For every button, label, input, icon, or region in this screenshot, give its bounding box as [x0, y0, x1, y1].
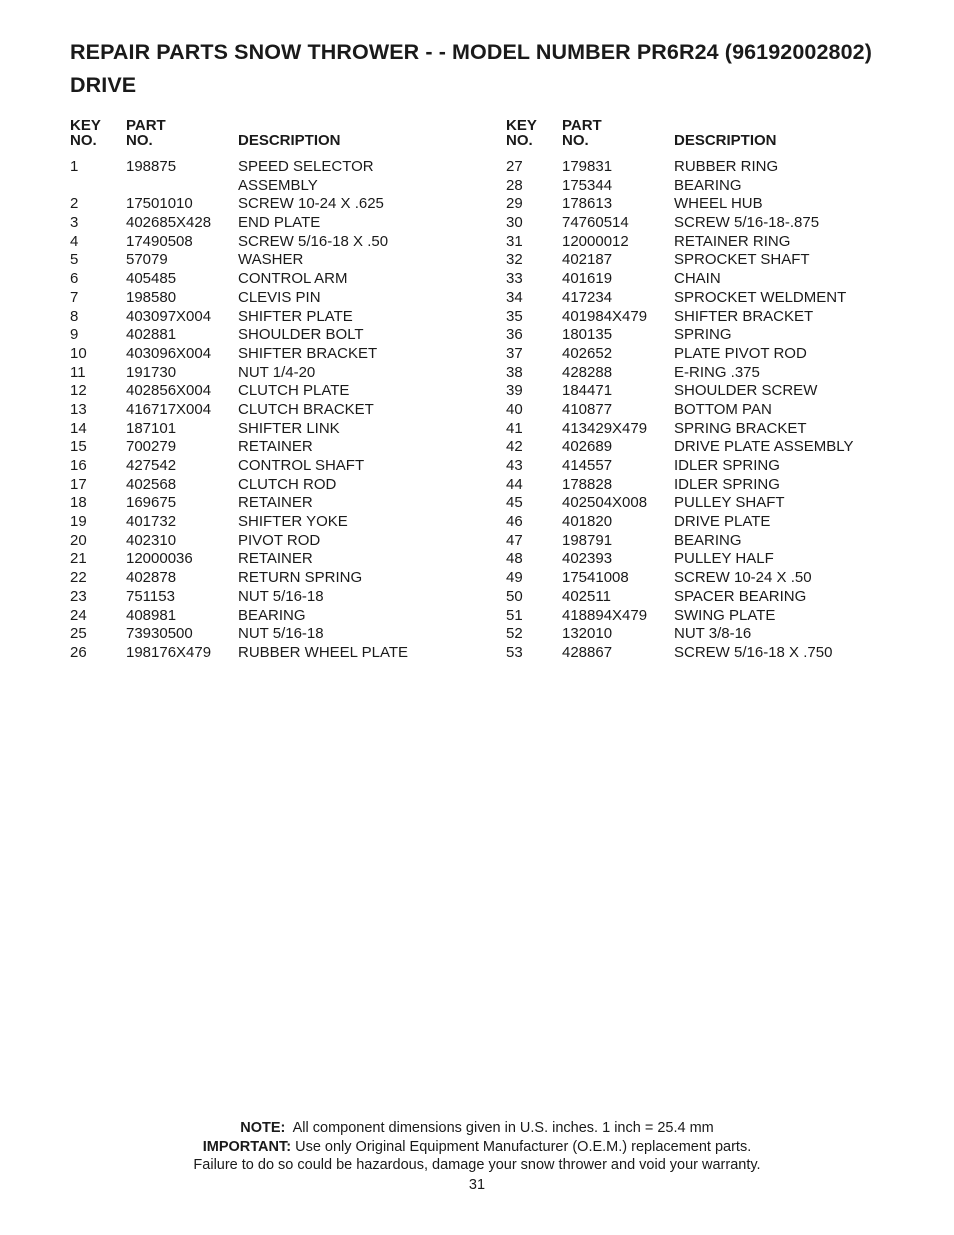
key-no-cell: 31: [506, 232, 523, 250]
part-header-line2: NO.: [562, 132, 589, 149]
part-no-cell: 402881: [126, 326, 177, 344]
part-no-header: [562, 118, 602, 148]
part-no-cell: 402878: [126, 569, 177, 587]
part-no-cell: 179831: [562, 158, 613, 175]
description-cell: PIVOT ROD: [238, 531, 321, 549]
part-no-cell: 401984X479: [562, 307, 648, 325]
key-no-cell: 46: [506, 513, 523, 531]
part-no-cell: 416717X004: [126, 400, 212, 418]
description-cell: RUBBER WHEEL PLATE: [238, 643, 409, 661]
description-cell: CONTROL ARM: [238, 270, 348, 288]
key-no-cell: 19: [70, 513, 87, 531]
part-no-cell: 12000012: [562, 232, 629, 250]
part-no-header: [126, 118, 166, 148]
key-no-cell: 27: [506, 158, 523, 175]
part-no-cell: 427542: [126, 457, 177, 475]
part-no-cell: 402310: [126, 531, 177, 549]
description-cell: SHOULDER SCREW: [674, 382, 818, 400]
key-no-cell: 34: [506, 288, 523, 306]
description-header: DESCRIPTION: [238, 132, 341, 149]
description-cell: SCREW 10-24 X .625: [238, 195, 384, 213]
part-no-cell: 428867: [562, 643, 613, 661]
description-cell: SHIFTER BRACKET: [238, 344, 378, 362]
key-no-cell: 50: [506, 587, 523, 605]
part-no-cell: 402568: [126, 475, 177, 493]
important-line: [0, 1138, 954, 1157]
key-no-cell: 6: [70, 270, 79, 288]
key-no-cell: 7: [70, 288, 79, 306]
description-cell: SPACER BEARING: [674, 587, 807, 605]
description-cell: SCREW 5/16-18 X .50: [238, 232, 389, 250]
footer-notes: [0, 1119, 954, 1175]
description-cell: IDLER SPRING: [674, 475, 780, 493]
part-no-cell: 191730: [126, 363, 177, 381]
description-cell: BOTTOM PAN: [674, 400, 772, 418]
description-cell: WASHER: [238, 251, 304, 269]
part-no-cell: 178613: [562, 195, 613, 213]
description-cell: RETAINER RING: [674, 232, 791, 250]
key-no-cell: 17: [70, 475, 87, 493]
part-header-line1: PART: [562, 117, 602, 134]
part-no-cell: 74760514: [562, 214, 629, 232]
key-no-header: [506, 118, 537, 148]
part-no-cell: 180135: [562, 326, 613, 344]
description-cell: SPEED SELECTOR ASSEMBLY: [238, 158, 374, 194]
key-header-line1: KEY: [506, 117, 537, 134]
key-no-cell: 42: [506, 438, 523, 456]
key-no-cell: 33: [506, 270, 523, 288]
part-no-cell: 198176X479: [126, 643, 212, 661]
part-no-cell: 410877: [562, 400, 613, 418]
important-text: Use only Original Equipment Manufacturer (O.E.M.) replacement parts.: [295, 1138, 752, 1155]
description-cell: E-RING .375: [674, 363, 760, 381]
key-no-cell: 13: [70, 400, 87, 418]
key-no-cell: 21: [70, 550, 87, 568]
title-line-2: DRIVE: [70, 73, 137, 97]
description-cell: BEARING: [674, 176, 742, 194]
key-no-cell: 9: [70, 326, 79, 344]
description-cell: RETURN SPRING: [238, 569, 363, 587]
key-no-cell: 8: [70, 307, 79, 325]
description-cell: CLEVIS PIN: [238, 288, 321, 306]
key-no-cell: 4: [70, 232, 79, 250]
key-no-cell: 52: [506, 625, 523, 643]
key-no-cell: 15: [70, 438, 87, 456]
key-no-cell: 1: [70, 158, 79, 175]
part-no-cell: 401619: [562, 270, 613, 288]
part-no-cell: 751153: [126, 587, 175, 605]
part-no-cell: 401820: [562, 513, 613, 531]
key-no-cell: 40: [506, 400, 523, 418]
description-cell: DRIVE PLATE: [674, 513, 771, 531]
description-cell: SPROCKET SHAFT: [674, 251, 810, 269]
description-cell: IDLER SPRING: [674, 457, 780, 474]
key-header-line2: NO.: [506, 132, 533, 149]
part-no-cell: 73930500: [126, 625, 193, 643]
note-text: All component dimensions given in U.S. inches. 1 inch = 25.4 mm: [292, 1120, 714, 1136]
key-no-cell: 25: [70, 625, 87, 643]
part-no-cell: 402187: [562, 251, 613, 269]
key-no-cell: 44: [506, 475, 523, 493]
description-cell: SCREW 5/16-18 X .750: [674, 643, 833, 661]
title-line-1: REPAIR PARTS SNOW THROWER - - MODEL NUMBER PR6R24 (96192002802): [70, 40, 872, 64]
description-header: DESCRIPTION: [674, 132, 777, 149]
key-no-cell: 28: [506, 176, 523, 194]
description-cell: CLUTCH PLATE: [238, 382, 350, 400]
part-no-cell: 12000036: [126, 550, 193, 568]
key-no-cell: 18: [70, 494, 87, 512]
part-no-cell: 405485: [126, 270, 177, 288]
part-no-cell: 198791: [562, 531, 613, 549]
part-no-cell: 413429X479: [562, 419, 648, 437]
key-header-line2: NO.: [70, 132, 97, 149]
note-line: [0, 1119, 954, 1138]
part-no-cell: 402393: [562, 550, 613, 568]
key-header-line1: KEY: [70, 117, 101, 134]
key-no-cell: 35: [506, 307, 523, 325]
description-cell: RETAINER: [238, 494, 313, 512]
description-cell: NUT 5/16-18: [238, 625, 324, 643]
description-cell: WHEEL HUB: [674, 195, 763, 213]
part-no-cell: 408981: [126, 606, 177, 624]
part-no-cell: 401732: [126, 513, 177, 531]
key-no-cell: 12: [70, 382, 87, 400]
description-cell: END PLATE: [238, 214, 321, 232]
key-no-cell: 32: [506, 251, 523, 269]
key-no-cell: 14: [70, 419, 87, 437]
part-no-cell: 403096X004: [126, 344, 212, 362]
key-no-cell: 45: [506, 494, 523, 512]
description-cell: SHOULDER BOLT: [238, 326, 364, 344]
description-cell: SHIFTER PLATE: [238, 307, 353, 325]
description-cell: CONTROL SHAFT: [238, 457, 365, 475]
key-no-cell: 24: [70, 606, 87, 624]
important-label: IMPORTANT:: [202, 1138, 292, 1155]
description-cell: NUT 5/16-18: [238, 587, 324, 605]
part-no-cell: 402504X008: [562, 494, 648, 512]
part-no-cell: 402652: [562, 344, 613, 362]
key-no-cell: 22: [70, 569, 87, 587]
description-cell: BEARING: [674, 531, 742, 549]
key-no-cell: 37: [506, 344, 523, 362]
description-cell: PLATE PIVOT ROD: [674, 344, 807, 362]
description-cell: CLUTCH ROD: [238, 475, 337, 493]
description-cell: SPROCKET WELDMENT: [674, 288, 847, 306]
key-no-cell: 26: [70, 643, 87, 661]
part-no-cell: 57079: [126, 251, 168, 269]
part-no-cell: 402689: [562, 438, 613, 456]
description-cell: PULLEY SHAFT: [674, 494, 785, 512]
description-cell: SHIFTER LINK: [238, 419, 340, 437]
key-no-cell: 38: [506, 363, 523, 381]
part-no-cell: 417234: [562, 288, 613, 306]
key-no-cell: 29: [506, 195, 523, 213]
description-cell: NUT 3/8-16: [674, 625, 752, 643]
key-no-cell: 20: [70, 531, 87, 549]
part-header-line2: NO.: [126, 132, 153, 149]
page-title: [70, 36, 930, 102]
part-no-cell: 17490508: [126, 232, 193, 250]
description-cell: RETAINER: [238, 438, 313, 456]
description-cell: NUT 1/4-20: [238, 363, 316, 381]
part-no-cell: 402856X004: [126, 382, 212, 400]
description-cell: SCREW 10-24 X .50: [674, 569, 812, 587]
description-cell: DRIVE PLATE ASSEMBLY: [674, 438, 854, 456]
key-no-cell: 47: [506, 531, 523, 549]
part-no-cell: 175344: [562, 176, 613, 194]
key-no-cell: 10: [70, 344, 87, 362]
description-cell: SCREW 5/16-18-.875: [674, 214, 820, 232]
part-no-cell: 198580: [126, 288, 177, 306]
warning-line: Failure to do so could be hazardous, damage your snow thrower and void your warranty.: [193, 1157, 761, 1173]
key-no-cell: 30: [506, 214, 523, 232]
description-cell: SHIFTER BRACKET: [674, 307, 814, 325]
description-cell: CLUTCH BRACKET: [238, 400, 374, 418]
part-no-cell: 17541008: [562, 569, 629, 587]
key-no-cell: 2: [70, 195, 79, 213]
key-no-cell: 36: [506, 326, 523, 344]
part-no-cell: 178828: [562, 475, 613, 493]
description-cell: RETAINER: [238, 550, 313, 568]
description-cell: SHIFTER YOKE: [238, 513, 348, 531]
part-no-cell: 198875: [126, 158, 177, 175]
key-no-cell: 53: [506, 643, 523, 661]
key-no-cell: 5: [70, 251, 79, 269]
note-label: NOTE:: [240, 1120, 286, 1136]
description-cell: RUBBER RING: [674, 158, 779, 175]
key-no-cell: 3: [70, 214, 79, 232]
key-no-cell: 11: [70, 363, 86, 381]
part-no-cell: 17501010: [126, 195, 193, 213]
part-no-cell: 418894X479: [562, 606, 648, 624]
description-cell: SWING PLATE: [674, 606, 776, 624]
part-no-cell: 187101: [126, 419, 177, 437]
description-cell: CHAIN: [674, 270, 721, 288]
key-no-cell: 39: [506, 382, 523, 400]
part-no-cell: 403097X004: [126, 307, 212, 325]
key-no-cell: 16: [70, 457, 87, 475]
page-number: 31: [468, 1177, 486, 1193]
part-header-line1: PART: [126, 117, 166, 134]
key-no-cell: 43: [506, 457, 523, 474]
key-no-cell: 51: [506, 606, 523, 624]
key-no-cell: 23: [70, 587, 87, 605]
part-no-cell: 428288: [562, 363, 613, 381]
key-no-cell: 41: [506, 419, 523, 437]
description-cell: PULLEY HALF: [674, 550, 774, 568]
part-no-cell: 402685X428: [126, 214, 212, 232]
part-no-cell: 132010: [562, 625, 613, 643]
key-no-cell: 48: [506, 550, 523, 568]
description-cell: SPRING BRACKET: [674, 419, 807, 437]
part-no-cell: 169675: [126, 494, 177, 512]
part-no-cell: 402511: [562, 587, 611, 605]
part-no-cell: 414557: [562, 457, 613, 474]
key-no-header: [70, 118, 101, 148]
part-no-cell: 184471: [562, 382, 613, 400]
description-cell: BEARING: [238, 606, 306, 624]
part-no-cell: 700279: [126, 438, 177, 456]
description-cell: SPRING: [674, 326, 732, 344]
key-no-cell: 49: [506, 569, 523, 587]
